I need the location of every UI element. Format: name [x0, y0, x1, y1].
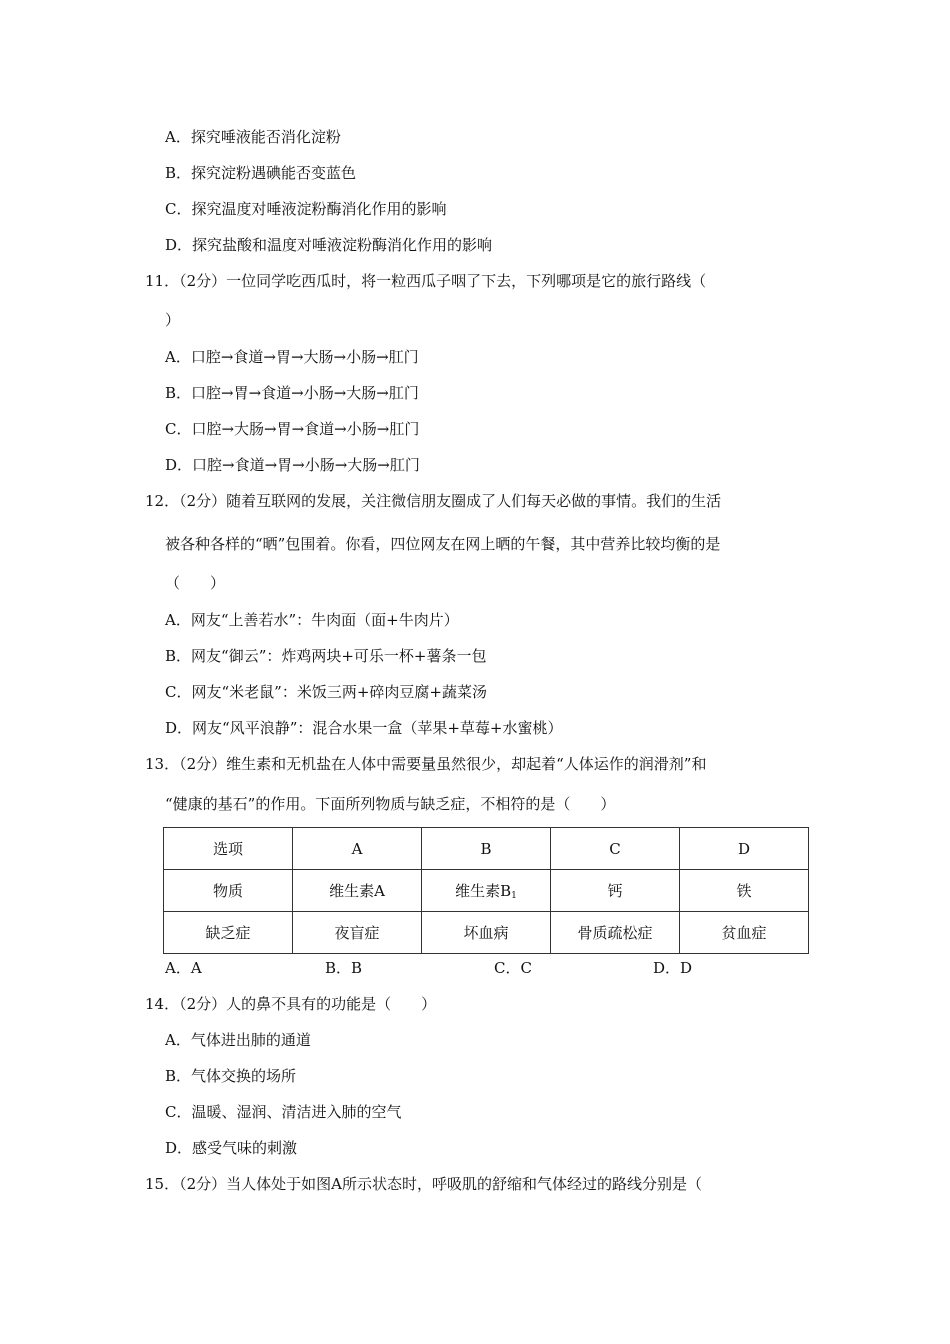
- q12-option-a: A．网友“上善若水”：牛肉面（面+牛肉片）: [165, 611, 459, 629]
- table-row: [164, 870, 809, 912]
- table-cell: 骨质疏松症: [551, 912, 680, 954]
- q12-option-d: D．网友“风平浪静”：混合水果一盒（苹果+草莓+水蜜桃）: [165, 719, 563, 737]
- q11-stem-cont: ）: [165, 311, 181, 329]
- table-cell: D: [680, 828, 809, 870]
- table-cell: [422, 870, 551, 912]
- q12-stem-paren: （ ）: [165, 574, 226, 592]
- table-cell: 维生素A: [293, 870, 422, 912]
- vitamin-b-subscript: 1: [511, 891, 517, 901]
- table-cell: 钙: [551, 870, 680, 912]
- table-cell: 夜盲症: [293, 912, 422, 954]
- q12-option-b: B．网友“御云”：炸鸡两块+可乐一杯+薯条一包: [165, 647, 487, 665]
- q11-stem: 11．（2分）一位同学吃西瓜时，将一粒西瓜子咽了下去，下列哪项是它的旅行路线（: [145, 272, 707, 290]
- q12-stem-cont: 被各种各样的“晒”包围着。你看，四位网友在网上晒的午餐，其中营养比较均衡的是: [165, 535, 721, 553]
- q11-option-d: D．口腔→食道→胃→小肠→大肠→肛门: [165, 456, 420, 474]
- q13-answer-c: C．C: [494, 959, 532, 977]
- table-cell: 铁: [680, 870, 809, 912]
- q12-stem: 12．（2分）随着互联网的发展，关注微信朋友圈成了人们每天必做的事情。我们的生活: [145, 492, 722, 510]
- q10-option-a: A．探究唾液能否消化淀粉: [165, 128, 341, 146]
- q14-option-d: D．感受气味的刺激: [165, 1139, 298, 1157]
- q10-option-c: C．探究温度对唾液淀粉酶消化作用的影响: [165, 200, 447, 218]
- table-cell: A: [293, 828, 422, 870]
- q13-answer-b: B．B: [325, 959, 363, 977]
- q13-answer-a: A．A: [165, 959, 202, 977]
- table-cell: 坏血病: [422, 912, 551, 954]
- table-row: [164, 828, 809, 870]
- q10-option-d: D．探究盐酸和温度对唾液淀粉酶消化作用的影响: [165, 236, 493, 254]
- q12-option-c: C．网友“米老鼠”：米饭三两+碎肉豆腐+蔬菜汤: [165, 683, 487, 701]
- vitamin-mineral-table: [163, 827, 809, 954]
- q11-option-b: B．口腔→胃→食道→小肠→大肠→肛门: [165, 384, 419, 402]
- table-cell: B: [422, 828, 551, 870]
- table-row: [164, 912, 809, 954]
- q11-option-c: C．口腔→大肠→胃→食道→小肠→肛门: [165, 420, 420, 438]
- q14-option-a: A．气体进出肺的通道: [165, 1031, 311, 1049]
- table-cell: 物质: [164, 870, 293, 912]
- table-cell: 选项: [164, 828, 293, 870]
- q14-stem: 14．（2分）人的鼻不具有的功能是（ ）: [145, 995, 437, 1013]
- q11-option-a: A．口腔→食道→胃→大肠→小肠→肛门: [165, 348, 419, 366]
- table-cell: 缺乏症: [164, 912, 293, 954]
- q14-option-c: C．温暖、湿润、清洁进入肺的空气: [165, 1103, 402, 1121]
- q13-stem-cont: “健康的基石”的作用。下面所列物质与缺乏症，不相符的是（ ）: [165, 795, 616, 813]
- q15-stem: 15．（2分）当人体处于如图A所示状态时，呼吸肌的舒缩和气体经过的路线分别是（: [145, 1175, 702, 1193]
- q13-stem: 13．（2分）维生素和无机盐在人体中需要量虽然很少，却起着“人体运作的润滑剂”和: [145, 755, 707, 773]
- table-cell: 贫血症: [680, 912, 809, 954]
- q10-option-b: B．探究淀粉遇碘能否变蓝色: [165, 164, 357, 182]
- table-cell: C: [551, 828, 680, 870]
- q13-answer-d: D．D: [653, 959, 693, 977]
- vitamin-b-label: 维生素B: [455, 882, 512, 900]
- q14-option-b: B．气体交换的场所: [165, 1067, 297, 1085]
